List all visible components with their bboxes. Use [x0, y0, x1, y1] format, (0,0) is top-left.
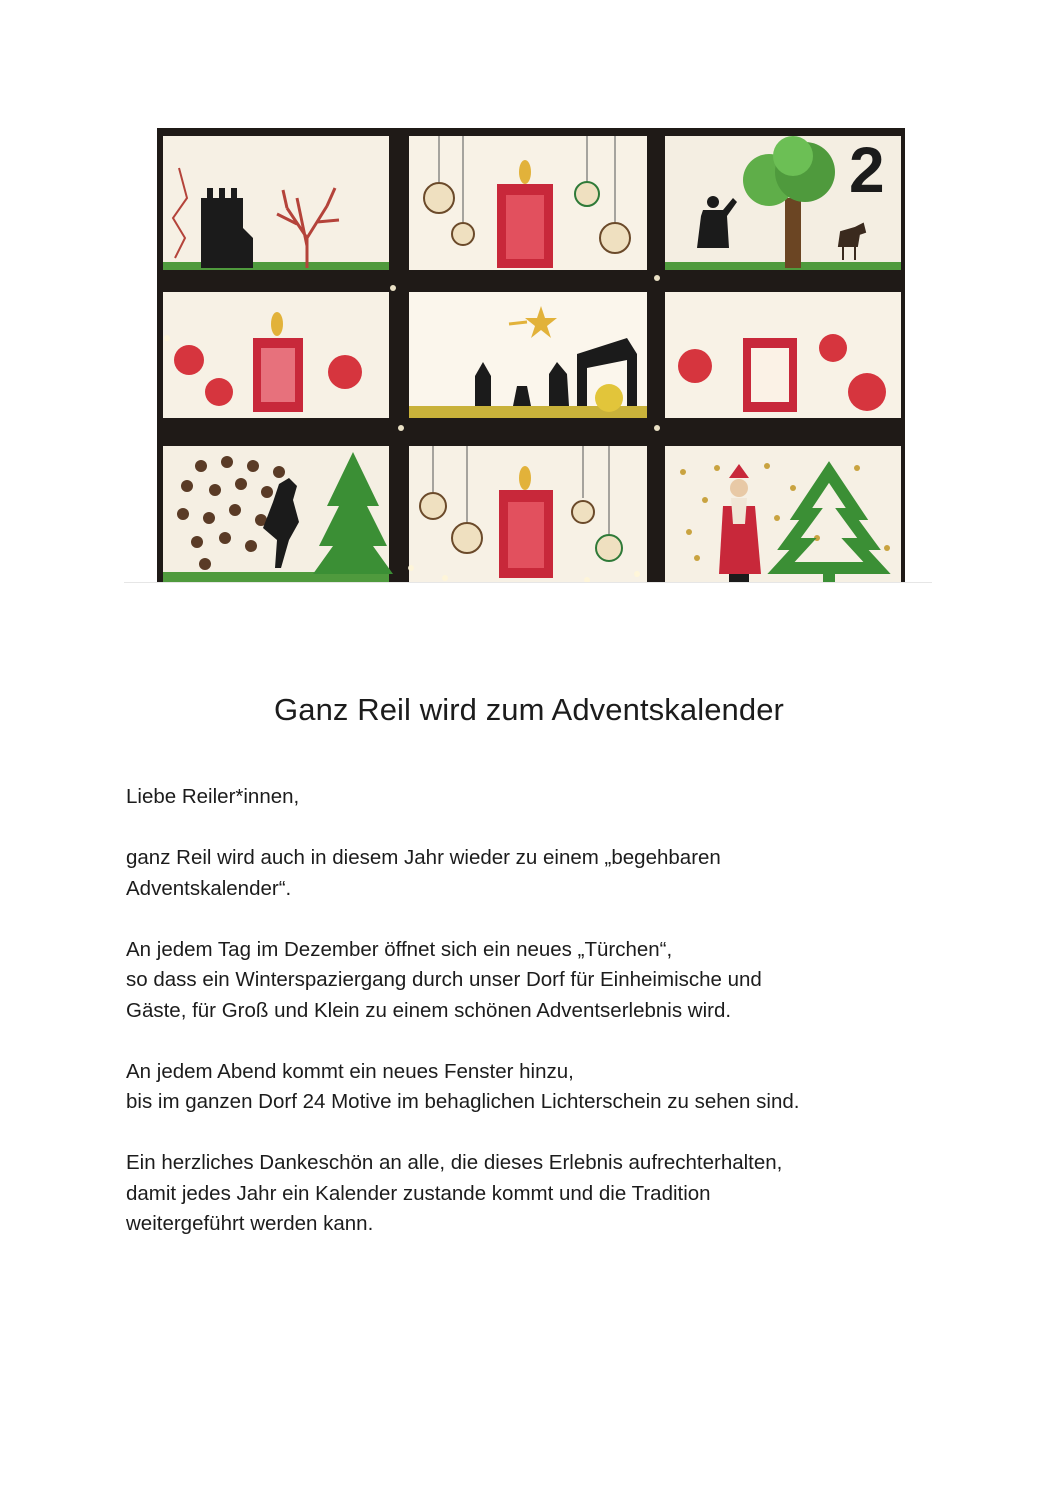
greeting: Liebe Reiler*innen,	[126, 785, 300, 808]
advent-window-illustration	[157, 128, 905, 582]
letter-body	[126, 782, 946, 1270]
candle-icon	[743, 338, 797, 412]
paragraph-evening: An jedem Abend kommt ein neues Fenster hinzu, bis im ganzen Dorf 24 Motive im behaglichen Lichterschein zu sehen sind.	[126, 1059, 800, 1113]
paragraph-december: An jedem Tag im Dezember öffnet sich ein neues „Türchen“, so dass ein Winterspaziergang durch unser Dorf für Einheimische und Gäste, für Groß und Klein zu einem schönen Adventserlebnis wird.	[126, 937, 762, 1022]
paragraph-intro: ganz Reil wird auch in diesem Jahr wieder zu einem „begehbaren Adventskalender“.	[126, 846, 721, 900]
advent-window-photo	[124, 128, 932, 583]
window-number: 2	[849, 134, 885, 206]
page-title: Ganz Reil wird zum Adventskalender	[274, 692, 784, 727]
pane-1	[163, 136, 389, 270]
paragraph-thanks: Ein herzliches Dankeschön an alle, die dieses Erlebnis aufrechterhalten, damit jedes Jahr ein Kalender zustande kommt und die Tradition weitergeführt werden kann.	[126, 1151, 783, 1235]
